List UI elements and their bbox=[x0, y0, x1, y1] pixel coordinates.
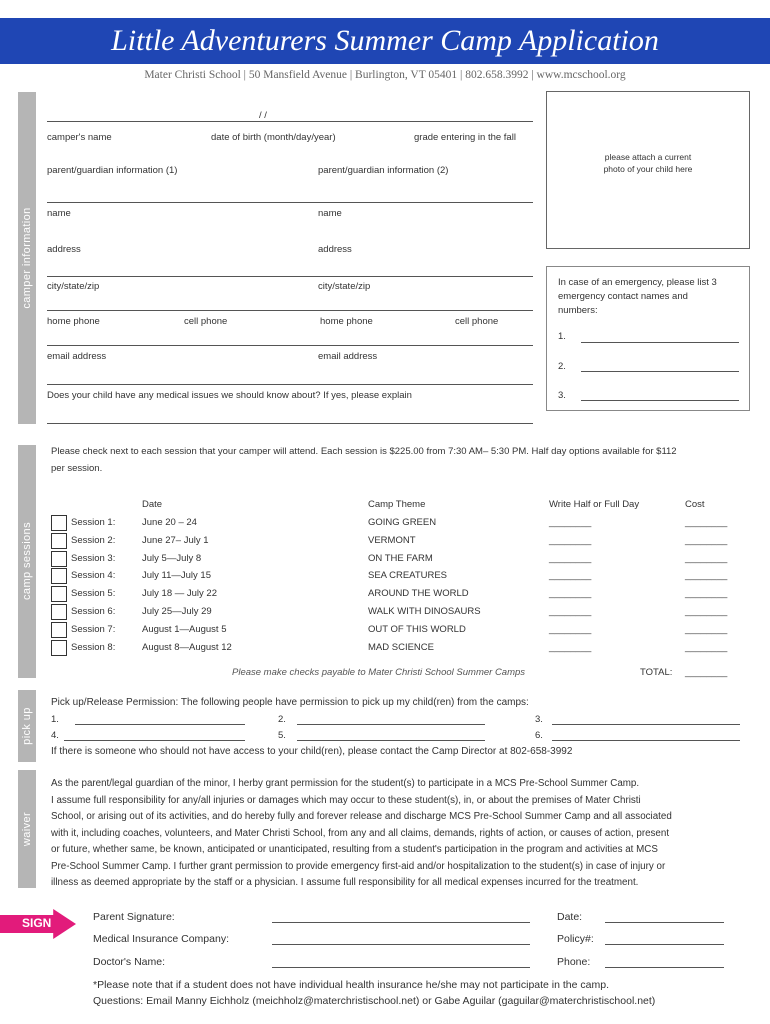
session-8-theme: MAD SCIENCE bbox=[368, 641, 434, 653]
pickup-person-2-line[interactable] bbox=[297, 724, 485, 725]
guardian-name-line[interactable] bbox=[47, 202, 533, 203]
sessions-intro-line-2: per session. bbox=[51, 463, 103, 474]
camper-info-line[interactable] bbox=[47, 121, 533, 122]
session-3-theme: ON THE FARM bbox=[368, 552, 433, 564]
session-2-cost-blank[interactable]: ________ bbox=[685, 534, 728, 546]
insurance-note: *Please note that if a student does not have individual health insurance he/she may not participate in the camp. bbox=[93, 979, 609, 991]
session-3-cost-blank[interactable]: ________ bbox=[685, 552, 728, 564]
photo-note bbox=[546, 151, 750, 175]
doctor-name-label: Doctor's Name: bbox=[93, 956, 166, 968]
sidebar-label-camp-sessions: camp sessions bbox=[21, 522, 33, 600]
guardian-1-cell-phone-label: cell phone bbox=[184, 316, 228, 327]
sidebar-label-pick-up: pick up bbox=[21, 707, 33, 745]
session-4-theme: SEA CREATURES bbox=[368, 570, 448, 582]
sidebar-label-waiver: waiver bbox=[21, 811, 33, 847]
total-blank[interactable]: ________ bbox=[685, 667, 728, 678]
session-2-theme: VERMONT bbox=[368, 534, 416, 546]
guardian-1-heading: parent/guardian information (1) bbox=[47, 165, 178, 176]
session-8-checkbox[interactable] bbox=[51, 640, 67, 656]
photo-note-line-2: photo of your child here bbox=[603, 164, 693, 174]
pickup-person-6-line[interactable] bbox=[552, 740, 740, 741]
guardian-2-heading: parent/guardian information (2) bbox=[318, 165, 449, 176]
waiver-line-5: or future, whether same, be known, anticipated or unanticipated, resulting from a student's participation in the program and activities at MCS bbox=[51, 844, 658, 855]
emergency-number-3: 3. bbox=[558, 390, 566, 401]
policy-label: Policy#: bbox=[557, 933, 594, 945]
session-8-half-full-blank[interactable]: ________ bbox=[549, 641, 592, 653]
medical-answer-line[interactable] bbox=[47, 423, 533, 424]
guardian-2-name-label: name bbox=[318, 208, 342, 219]
guardian-email-line[interactable] bbox=[47, 384, 533, 385]
dob-label: date of birth (month/day/year) bbox=[211, 132, 336, 143]
pickup-number-2: 2. bbox=[278, 714, 286, 725]
session-7-theme: OUT OF THIS WORLD bbox=[368, 623, 466, 635]
guardian-2-city-label: city/state/zip bbox=[318, 281, 371, 292]
doctor-name-line[interactable] bbox=[272, 967, 530, 968]
session-7-half-full-blank[interactable]: ________ bbox=[549, 623, 592, 635]
session-2-date: June 27– July 1 bbox=[142, 534, 209, 546]
guardian-phone-line[interactable] bbox=[47, 345, 533, 346]
col-header-theme: Camp Theme bbox=[368, 499, 426, 510]
pickup-number-1: 1. bbox=[51, 714, 59, 725]
session-8-label: Session 8: bbox=[71, 641, 116, 653]
session-1-label: Session 1: bbox=[71, 517, 116, 528]
guardian-city-line[interactable] bbox=[47, 310, 533, 311]
checks-payable-note: Please make checks payable to Mater Christi School Summer Camps bbox=[232, 667, 526, 678]
pickup-number-3: 3. bbox=[535, 714, 543, 725]
page-title: Little Adventurers Summer Camp Application bbox=[111, 24, 659, 57]
session-4-checkbox[interactable] bbox=[51, 568, 67, 584]
pickup-permission bbox=[51, 697, 529, 708]
sign-date-line[interactable] bbox=[605, 922, 724, 923]
session-4-label: Session 4: bbox=[71, 570, 116, 582]
session-6-cost-blank[interactable]: ________ bbox=[685, 606, 728, 617]
sidebar-label-camper-information: camper information bbox=[21, 207, 33, 309]
session-3-label: Session 3: bbox=[71, 552, 116, 564]
parent-signature-label: Parent Signature: bbox=[93, 911, 175, 923]
emergency-contact-3-line[interactable] bbox=[581, 400, 739, 401]
waiver-line-7: illness as deemed appropriate by the staff or a physician. I assume full responsibility for all medical expenses incurred for the treatment. bbox=[51, 877, 639, 888]
session-2-label: Session 2: bbox=[71, 534, 116, 546]
session-5-date: July 18 — July 22 bbox=[142, 588, 217, 600]
emergency-line-3: numbers: bbox=[558, 305, 598, 316]
pickup-number-6: 6. bbox=[535, 730, 543, 741]
guardian-1-email-label: email address bbox=[47, 351, 107, 362]
session-4-date: July 11—July 15 bbox=[142, 570, 211, 582]
session-6-theme: WALK WITH DINOSAURS bbox=[368, 606, 481, 617]
waiver-text bbox=[51, 776, 751, 892]
session-5-half-full-blank[interactable]: ________ bbox=[549, 588, 592, 600]
guardian-2-home-phone-label: home phone bbox=[320, 316, 373, 327]
guardian-2-cell-phone-label: cell phone bbox=[455, 316, 499, 327]
sign-date-label: Date: bbox=[557, 911, 583, 923]
total-label: TOTAL: bbox=[640, 667, 673, 678]
session-5-label: Session 5: bbox=[71, 588, 116, 600]
pickup-number-4: 4. bbox=[51, 730, 59, 741]
waiver-line-3: School, or arising out of its activities, and do hereby fully and forever release and discharge MCS Pre-School Summer Camp and all associated bbox=[51, 811, 672, 822]
session-1-checkbox[interactable] bbox=[51, 515, 67, 531]
doctor-phone-label: Phone: bbox=[557, 956, 591, 968]
session-3-date: July 5—July 8 bbox=[142, 552, 202, 564]
medical-question: Does your child have any medical issues we should know about? If yes, please explain bbox=[47, 390, 412, 401]
guardian-2-address-label: address bbox=[318, 244, 352, 255]
session-8-cost-blank[interactable]: ________ bbox=[685, 641, 728, 653]
emergency-contact-2-line[interactable] bbox=[581, 371, 739, 372]
pickup-person-3-line[interactable] bbox=[552, 724, 740, 725]
pickup-person-1-line[interactable] bbox=[75, 724, 245, 725]
grade-label: grade entering in the fall bbox=[414, 132, 516, 143]
photo-note-line-1: please attach a current bbox=[604, 152, 692, 162]
session-3-checkbox[interactable] bbox=[51, 551, 67, 567]
doctor-phone-line[interactable] bbox=[605, 967, 724, 968]
guardian-2-email-label: email address bbox=[318, 351, 378, 362]
emergency-instructions bbox=[558, 276, 717, 318]
session-6-label: Session 6: bbox=[71, 606, 116, 617]
session-7-cost-blank[interactable]: ________ bbox=[685, 623, 728, 635]
col-header-half-full: Write Half or Full Day bbox=[549, 499, 640, 510]
campers-name-label: camper's name bbox=[47, 132, 112, 143]
school-contact-line: Mater Christi School | 50 Mansfield Avenue | Burlington, VT 05401 | 802.658.3992 | www.mcschool.org bbox=[144, 69, 626, 81]
emergency-number-2: 2. bbox=[558, 361, 566, 372]
pickup-text: The following people have permission to pick up my child(ren) from the camps: bbox=[178, 697, 529, 708]
dob-slashes: / / bbox=[259, 110, 267, 121]
pickup-restriction-note: If there is someone who should not have access to your child(ren), please contact the Camp Director at 802-658-3992 bbox=[51, 746, 573, 757]
guardian-1-name-label: name bbox=[47, 208, 71, 219]
pickup-number-5: 5. bbox=[278, 730, 286, 741]
session-5-theme: AROUND THE WORLD bbox=[368, 588, 469, 600]
insurance-company-line[interactable] bbox=[272, 944, 530, 945]
emergency-line-2: emergency contact names and bbox=[558, 291, 688, 302]
waiver-line-4: with it, including coaches, volunteers, and Mater Christi School, from any and all claims, demands, rights of action, or causes of action, present bbox=[51, 827, 670, 839]
session-1-date: June 20 – 24 bbox=[142, 517, 197, 528]
waiver-line-6: Pre-School Summer Camp. I further grant permission to provide emergency first-aid and/or hospitalization to the student(s) in case of injury or bbox=[51, 860, 666, 872]
pickup-person-4-line[interactable] bbox=[64, 740, 245, 741]
col-header-date: Date bbox=[142, 499, 163, 510]
pickup-heading: Pick up/Release Permission: bbox=[51, 697, 179, 708]
session-6-half-full-blank[interactable]: ________ bbox=[549, 606, 592, 617]
guardian-address-line[interactable] bbox=[47, 276, 533, 277]
session-7-label: Session 7: bbox=[71, 623, 116, 635]
guardian-1-city-label: city/state/zip bbox=[47, 281, 100, 292]
questions-contact: Questions: Email Manny Eichholz (meichholz@materchristischool.net) or Gabe Aguilar (gaguilar@materchristischool.net) bbox=[93, 995, 656, 1007]
session-6-checkbox[interactable] bbox=[51, 604, 67, 620]
emergency-contact-1-line[interactable] bbox=[581, 342, 739, 343]
session-2-half-full-blank[interactable]: ________ bbox=[549, 534, 592, 546]
session-1-half-full-blank[interactable]: ________ bbox=[549, 517, 592, 528]
session-6-date: July 25—July 29 bbox=[142, 606, 212, 617]
session-8-date: August 8—August 12 bbox=[142, 641, 232, 653]
guardian-1-address-label: address bbox=[47, 244, 81, 255]
emergency-number-1: 1. bbox=[558, 331, 566, 342]
pickup-person-5-line[interactable] bbox=[297, 740, 485, 741]
session-4-half-full-blank[interactable]: ________ bbox=[549, 570, 592, 582]
session-2-checkbox[interactable] bbox=[51, 533, 67, 549]
sessions-intro-line-1: Please check next to each session that your camper will attend. Each session is $225.00 from 7:30 AM– 5:30 PM. Half day options available for $112 bbox=[51, 446, 677, 457]
sign-badge-text: SIGN bbox=[22, 916, 52, 930]
waiver-line-2: I assume full responsibility for any/all injuries or damages which may occur to these student(s), in, or about the premises of Mater Christi bbox=[51, 794, 641, 806]
session-1-cost-blank[interactable]: ________ bbox=[685, 517, 728, 528]
guardian-1-home-phone-label: home phone bbox=[47, 316, 100, 327]
parent-signature-line[interactable] bbox=[272, 922, 530, 923]
waiver-line-1: As the parent/legal guardian of the minor, I herby grant permission for the student(s) to participate in a MCS Pre-School Summer Camp. bbox=[51, 778, 640, 789]
session-1-theme: GOING GREEN bbox=[368, 517, 437, 528]
session-3-half-full-blank[interactable]: ________ bbox=[549, 552, 592, 564]
emergency-line-1: In case of an emergency, please list 3 bbox=[558, 277, 717, 288]
col-header-cost: Cost bbox=[685, 499, 705, 510]
session-7-date: August 1—August 5 bbox=[142, 623, 227, 635]
session-4-cost-blank[interactable]: ________ bbox=[685, 570, 728, 582]
session-5-checkbox[interactable] bbox=[51, 586, 67, 602]
policy-line[interactable] bbox=[605, 944, 724, 945]
session-7-checkbox[interactable] bbox=[51, 622, 67, 638]
insurance-company-label: Medical Insurance Company: bbox=[93, 933, 229, 945]
session-5-cost-blank[interactable]: ________ bbox=[685, 588, 728, 600]
